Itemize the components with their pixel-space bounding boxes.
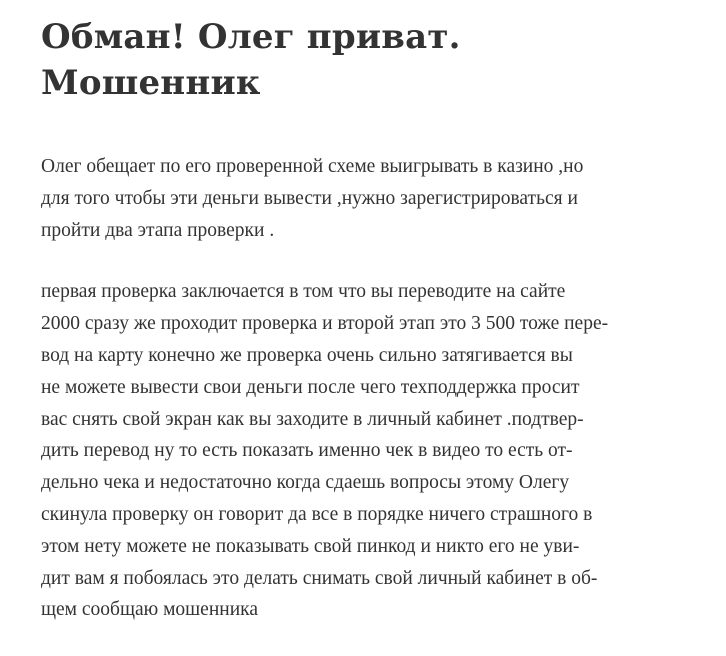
paragraph-line: щем сообщаю мошенника [41,599,258,621]
intro-paragraph [41,151,705,246]
paragraph-line: скинула проверку он говорит да все в порядке ничего страшного в [41,503,593,525]
paragraph-line: дить перевод ну то есть показать именно чек в видео то есть от- [41,440,573,462]
title-line: Обман! Олег приват. [41,17,461,57]
title-line: Мошенник [41,63,261,103]
paragraph-line: дит вам я побоялась это делать снимать свой личный кабинет в об- [41,567,598,589]
paragraph-line: вод на карту конечно же проверка очень сильно затягивается вы [41,344,573,366]
article [41,14,705,626]
article-title [41,14,705,106]
paragraph-line: Олег обещает по его проверенной схеме выигрывать в казино ,но [41,156,584,177]
paragraph-line: не можете вывести свои деньги после чего техподдержка просит [41,376,580,398]
paragraph-line: для того чтобы эти деньги вывести ,нужно зарегистрироваться и [41,187,578,209]
body-paragraph [41,276,705,626]
paragraph-line: дельно чека и недостаточно когда сдаешь вопросы этому Олегу [41,472,570,494]
paragraph-line: первая проверка заключается в том что вы переводите на сайте [41,281,566,303]
paragraph-line: пройти два этапа проверки . [41,219,275,241]
paragraph-line: этом нету можете не показывать свой пинкод и никто его не уви- [41,535,580,557]
paragraph-line: 2000 сразу же проходит проверка и второй этап это 3 500 тоже пере- [41,313,609,335]
paragraph-line: вас снять свой экран как вы заходите в личный кабинет .подтвер- [41,408,584,430]
